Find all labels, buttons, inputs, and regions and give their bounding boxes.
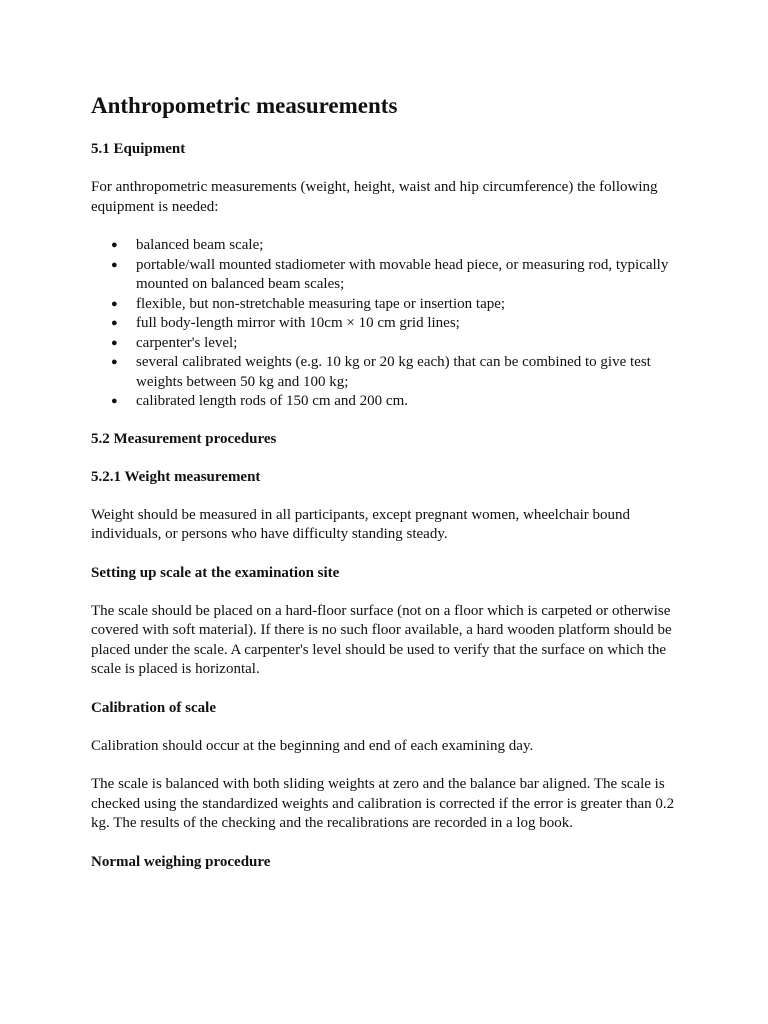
calibration-paragraph-2: The scale is balanced with both sliding weights at zero and the balance bar aligned. The scale is checked using the standardized weights and calibration is corrected if the error is greater than 0.2 kg. The results of the checking and the recalibrations are recorded in a log book.: [91, 776, 675, 831]
setup-paragraph: The scale should be placed on a hard-floor surface (not on a floor which is carpeted or otherwise covered with soft material). If there is no such floor available, a hard wooden platform should be placed under the scale. A carpenter's level should be used to verify that the surface on which the scale is placed is horizontal.: [91, 602, 672, 677]
equipment-intro: For anthropometric measurements (weight, height, waist and hip circumference) the following equipment is needed:: [91, 179, 658, 215]
bullet-icon: ●: [111, 356, 118, 368]
bullet-icon: ●: [111, 239, 118, 251]
list-item: [111, 353, 688, 392]
bullet-icon: ●: [111, 317, 118, 329]
list-item: [111, 295, 688, 315]
list-item: [111, 334, 688, 354]
list-item: [111, 236, 688, 256]
list-item: [111, 314, 688, 334]
list-item-text: full body-length mirror with 10cm × 10 cm grid lines;: [136, 315, 460, 331]
list-item: [111, 256, 688, 295]
list-item: [111, 392, 688, 412]
section-heading-measurement-procedures: 5.2 Measurement procedures: [91, 430, 277, 447]
list-item-text: balanced beam scale;: [136, 237, 264, 253]
equipment-list: [91, 236, 688, 412]
bullet-icon: ●: [111, 395, 118, 407]
section-heading-equipment: 5.1 Equipment: [91, 141, 186, 157]
calibration-paragraph-1: Calibration should occur at the beginning and end of each examining day.: [91, 737, 534, 754]
subheading-setting-up-scale: Setting up scale at the examination site: [91, 564, 340, 581]
bullet-icon: ●: [111, 336, 118, 349]
page-title: Anthropometric measurements: [91, 93, 398, 118]
section-heading-weight-measurement: 5.2.1 Weight measurement: [91, 468, 261, 485]
subheading-calibration: Calibration of scale: [91, 699, 216, 716]
bullet-icon: ●: [111, 297, 118, 310]
list-item-text: carpenter's level;: [136, 334, 238, 351]
weight-measurement-paragraph: Weight should be measured in all participants, except pregnant women, wheelchair bound individuals, or persons who have difficulty standing steady.: [91, 506, 631, 542]
bullet-icon: ●: [111, 258, 118, 271]
list-item-text: calibrated length rods of 150 cm and 200 cm.: [136, 393, 409, 409]
list-item-text: flexible, but non-stretchable measuring tape or insertion tape;: [136, 295, 506, 312]
subheading-normal-weighing: Normal weighing procedure: [91, 853, 271, 870]
list-item-text: portable/wall mounted stadiometer with movable head piece, or measuring rod, typically mounted on balanced beam scales;: [136, 256, 669, 292]
list-item-text: several calibrated weights (e.g. 10 kg or 20 kg each) that can be combined to give test weights between 50 kg and 100 kg;: [136, 354, 651, 390]
